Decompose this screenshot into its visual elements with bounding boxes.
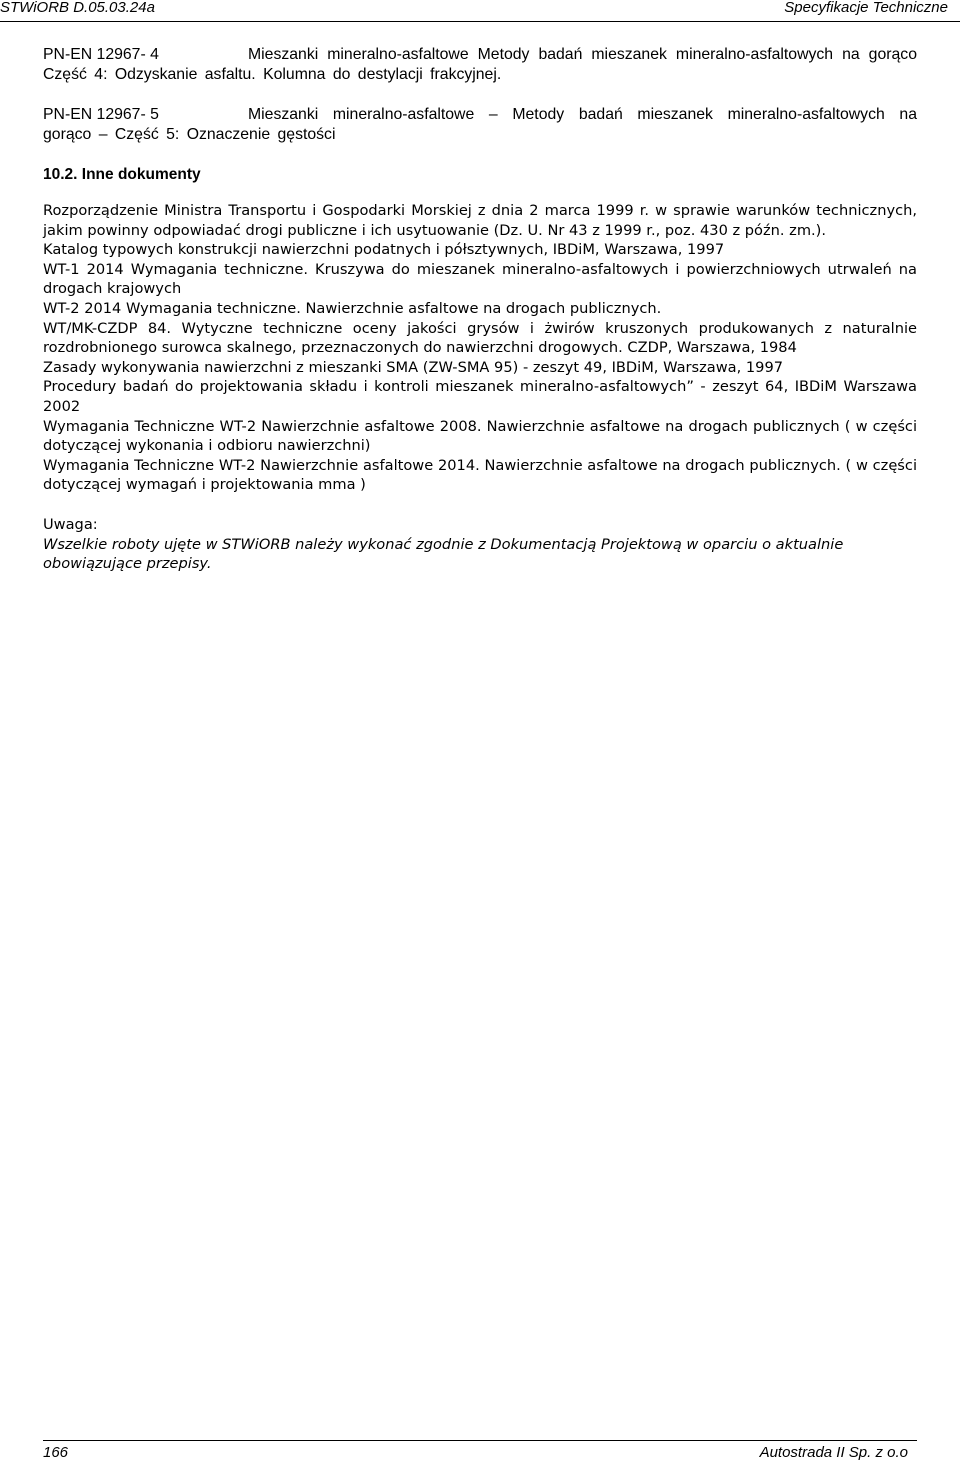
note-label: Uwaga: — [43, 515, 98, 533]
document-entry: WT-1 2014 Wymagania techniczne. Kruszywa do mieszanek mineralno-asfaltowych i powierzchniowych utrwaleń na drogach krajowych — [43, 260, 917, 298]
document-entry: WT-2 2014 Wymagania techniczne. Nawierzchnie asfaltowe na drogach publicznych. — [43, 299, 662, 317]
standard-code: PN-EN 12967- 5 — [43, 106, 159, 123]
standard-title: Mieszanki mineralno-asfaltowe – Metody badań mieszanek mineralno-asfaltowych na gorąco – Część 5: Oznaczenie gęstości — [43, 106, 917, 143]
page-body — [43, 45, 917, 574]
document-entry: Procedury badań do projektowania składu i kontroli mieszanek mineralno-asfaltowych” - zeszyt 64, IBDiM Warszawa 2002 — [43, 378, 917, 415]
footer-company: Autostrada II Sp. z o.o — [759, 1444, 908, 1461]
header-divider — [0, 21, 960, 22]
document-entry: WT/MK-CZDP 84. Wytyczne techniczne oceny jakości grysów i żwirów kruszonych produkowanych z naturalnie rozdrobnionego surowca skalnego, przeznaczonych do nawierzchni drogowych. CZDP, Warszawa, 1984 — [43, 319, 917, 357]
note-text: Wszelkie roboty ujęte w STWiORB należy wykonać zgodnie z Dokumentacją Projektową w oparciu o aktualnie obowiązujące przepisy. — [43, 535, 844, 573]
standard-code: PN-EN 12967- 4 — [43, 46, 159, 63]
note-block — [43, 515, 917, 574]
document-entry: Zasady wykonywania nawierzchni z mieszanki SMA (ZW-SMA 95) - zeszyt 49, IBDiM, Warszawa, 1997 — [43, 358, 784, 376]
standard-entry — [43, 45, 917, 85]
documents-list — [43, 201, 917, 495]
standard-title: Mieszanki mineralno-asfaltowe Metody badań mieszanek mineralno-asfaltowych na gorąco Część 4: Odzyskanie asfaltu. Kolumna do destylacji frakcyjnej. — [43, 46, 917, 83]
document-entry: Wymagania Techniczne WT-2 Nawierzchnie asfaltowe 2008. Nawierzchnie asfaltowe na drogach publicznych ( w części dotyczącej wykonania i odbioru nawierzchni) — [43, 417, 917, 455]
page-number: 166 — [43, 1444, 69, 1461]
document-entry: Rozporządzenie Ministra Transportu i Gospodarki Morskiej z dnia 2 marca 1999 r. w sprawie warunków technicznych, jakim powinny odpowiadać drogi publiczne i ich usytuowanie (Dz. U. Nr 43 z 1999 r., poz. 430 z późn. zm.). — [43, 202, 917, 239]
header-doc-type: Specyfikacje Techniczne — [784, 0, 948, 16]
standard-entry — [43, 105, 917, 145]
document-entry: Wymagania Techniczne WT-2 Nawierzchnie asfaltowe 2014. Nawierzchnie asfaltowe na drogach publicznych. ( w części dotyczącej wymagań i projektowania mma ) — [43, 456, 917, 494]
header-spec-code: STWiORB D.05.03.24a — [0, 0, 155, 16]
document-entry: Katalog typowych konstrukcji nawierzchni podatnych i półsztywnych, IBDiM, Warszawa, 1997 — [43, 241, 725, 259]
footer-divider — [43, 1440, 917, 1441]
page-header — [0, 0, 960, 26]
section-heading: 10.2. Inne dokumenty — [43, 166, 201, 183]
